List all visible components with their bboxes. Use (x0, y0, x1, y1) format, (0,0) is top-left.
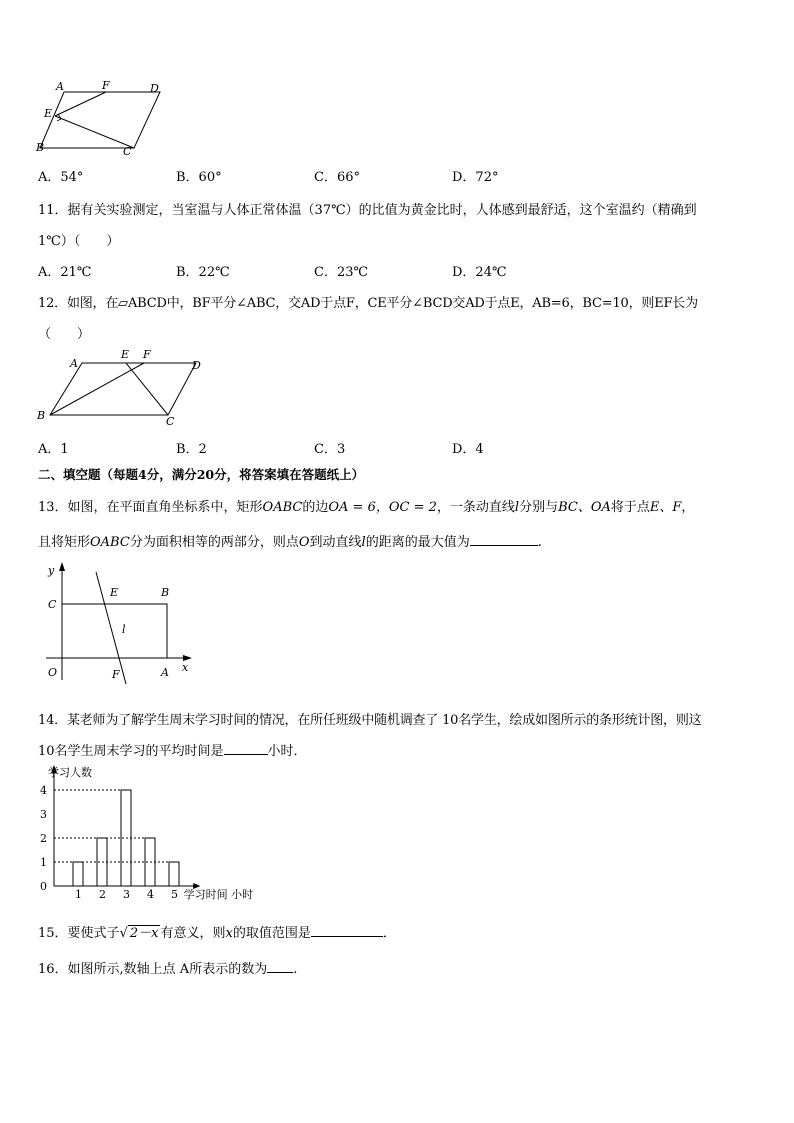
segment-ec (55, 116, 134, 148)
label-b: B (36, 141, 45, 154)
label-b: B (37, 409, 46, 422)
q10-option-a[interactable]: A．54° (38, 170, 84, 185)
q13-text-line2: 且将矩形OABC分为面积相等的两部分，则点O到动直线l的距离的最大值为 . (38, 535, 542, 550)
q11-option-b[interactable]: B．22℃ (176, 265, 230, 280)
q10-option-c[interactable]: C．66° (314, 170, 360, 185)
q10-option-b[interactable]: B．60° (176, 170, 222, 185)
sqrt-expression: 2－x (129, 926, 159, 941)
q14-text-line2: 10名学生周末学习的平均时间是 小时． (38, 744, 307, 759)
q11-text-line2: 1℃）（ ） (38, 234, 120, 249)
q12-option-a[interactable]: A．1 (38, 442, 69, 457)
label-b: B (161, 586, 170, 599)
q12-text-line1: 12．如图，在▱ABCD中，BF平分∠ABC，交AD于点F，CE平分∠BCD交AD于点E，AB=6，BC=10，则EF长为 (38, 296, 698, 311)
q13-figure (40, 558, 200, 688)
x-tick-label: 1 (75, 888, 82, 901)
q11-option-c[interactable]: C．23℃ (314, 265, 369, 280)
label-d: D (150, 82, 159, 95)
q12-option-c[interactable]: C．3 (314, 442, 346, 457)
label-c: C (123, 145, 132, 158)
rectangle-oabc (62, 604, 167, 658)
label-f: F (102, 79, 110, 92)
label-l: l (122, 623, 126, 636)
segment-ce (126, 363, 168, 415)
label-c: C (166, 415, 175, 428)
sqrt-symbol: √ (119, 926, 128, 941)
label-e: E (44, 107, 53, 120)
y-axis-arrow (59, 562, 65, 571)
q11-option-a[interactable]: A．21℃ (38, 265, 92, 280)
q15-answer-blank[interactable] (311, 924, 383, 937)
bar (169, 862, 179, 886)
q15-text: 15．要使式子√ 2－x 有意义，则x的取值范围是 ． (38, 926, 396, 941)
q12-figure (30, 345, 210, 430)
x-tick-label: 2 (99, 888, 106, 901)
y-tick-label: 4 (40, 784, 47, 797)
parallelogram-abcd (40, 92, 160, 148)
x-tick-label: 4 (147, 888, 154, 901)
label-o: O (48, 666, 58, 679)
label-e: E (121, 348, 130, 361)
label-c: C (48, 598, 57, 611)
q12-option-d[interactable]: D．4 (452, 442, 484, 457)
label-a: A (56, 80, 64, 93)
label-a: A (161, 666, 169, 679)
y-tick-label: 3 (40, 808, 47, 821)
q12-text-line2: （ ） (38, 327, 91, 342)
q16-answer-blank[interactable] (267, 960, 293, 973)
segment-bf (50, 363, 144, 415)
q10-option-d[interactable]: D．72° (452, 170, 499, 185)
label-a: A (70, 357, 78, 370)
q14-bar-chart (34, 762, 294, 910)
q13-text-line1: 13．如图，在平面直角坐标系中，矩形OABC的边OA = 6，OC = 2，一条动直线l分别与BC、OA将于点E、F， (38, 500, 695, 515)
label-d: D (192, 359, 201, 372)
q11-option-d[interactable]: D．24℃ (452, 265, 507, 280)
section-2-title: 二、填空题（每题4分，满分20分，将答案填在答题纸上） (38, 467, 365, 482)
q14-text-line1: 14．某老师为了解学生周末学习时间的情况，在所任班级中随机调查了 10名学生，绘成如图所示的条形统计图，则这 (38, 713, 702, 728)
q11-text-line1: 11．据有关实验测定，当室温与人体正常体温（37℃）的比值为黄金比时，人体感到最舒适，这个室温约（精确到 (38, 203, 697, 218)
q16-text: 16．如图所示,数轴上点 A所表示的数为 . (38, 962, 298, 977)
label-y: y (48, 564, 55, 577)
y-axis-label: 学习人数 (48, 766, 92, 779)
q13-answer-blank[interactable] (470, 533, 538, 546)
label-e: E (110, 586, 119, 599)
q14-answer-blank[interactable] (224, 742, 268, 755)
bar (73, 862, 83, 886)
x-tick-label: 5 (171, 888, 178, 901)
parallelogram-abcd (50, 363, 196, 415)
q10-figure (30, 78, 170, 160)
label-f: F (143, 348, 151, 361)
x-tick-label: 3 (123, 888, 130, 901)
y-tick-label: 1 (40, 856, 47, 869)
y-tick-label: 0 (40, 880, 47, 893)
x-axis-label: 学习时间 小时 (183, 888, 254, 901)
q12-option-b[interactable]: B．2 (176, 442, 207, 457)
label-f: F (112, 668, 120, 681)
y-tick-label: 2 (40, 832, 47, 845)
label-x: x (182, 661, 189, 674)
